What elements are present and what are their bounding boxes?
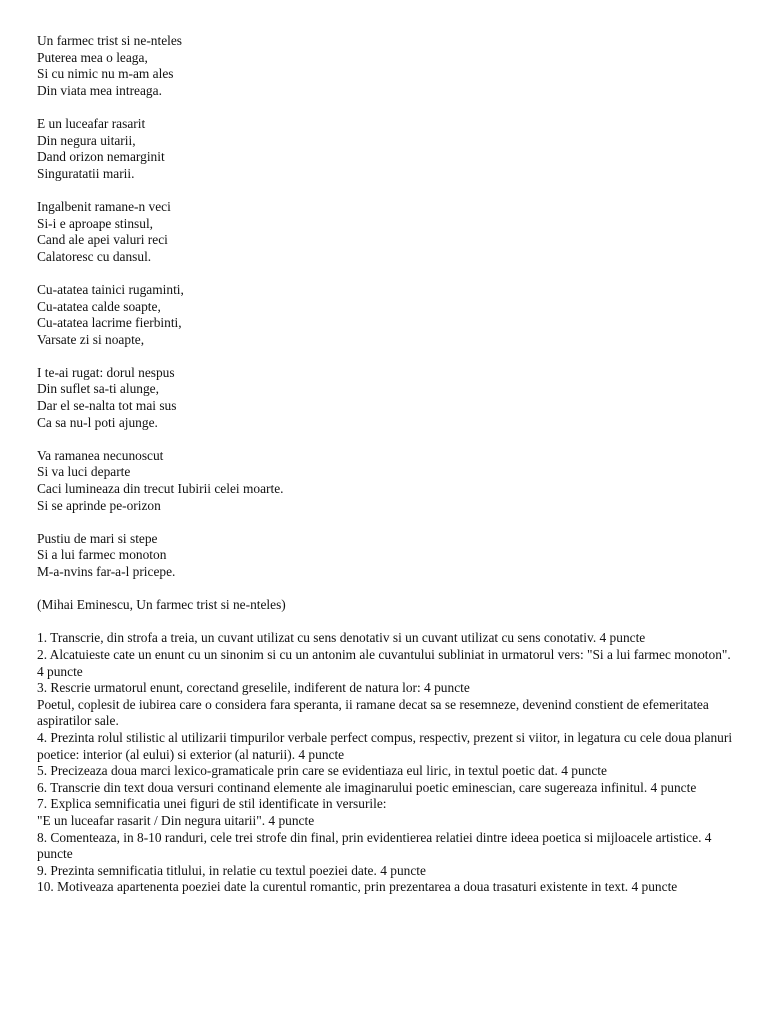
- document-page: [37, 33, 737, 896]
- question-item: 7. Explica semnificatia unei figuri de stil identificate in versurile:: [37, 796, 387, 812]
- question-item: Poetul, coplesit de iubirea care o considera fara speranta, ii ramane decat sa se resemneze, devenind constient de efemeritatea aspiratilor sale.: [37, 696, 709, 729]
- question-item: 3. Rescrie urmatorul enunt, corectand greselile, indiferent de natura lor: 4 puncte: [37, 680, 470, 696]
- poem-line: M-a-nvins far-a-l pricepe.: [37, 564, 176, 579]
- question-item: 10. Motiveaza apartenenta poeziei date la curentul romantic, prin prezentarea a doua trasaturi existente in text. 4 puncte: [37, 879, 678, 895]
- poem-stanza: [37, 448, 737, 514]
- poem-line: Si va luci departe: [37, 464, 131, 480]
- poem-line: Cand ale apei valuri reci: [37, 232, 168, 248]
- poem-line: E un luceafar rasarit: [37, 115, 146, 131]
- poem-line: Din suflet sa-ti alunge,: [37, 381, 159, 397]
- poem-line: Dar el se-nalta tot mai sus: [37, 398, 177, 414]
- question-item: 8. Comenteaza, in 8-10 randuri, cele trei strofe din final, prin evidentierea relatiei dintre ideea poetica si mijloacele artistice. 4 puncte: [37, 829, 712, 862]
- question-item: 2. Alcatuieste cate un enunt cu un sinonim si cu un antonim ale cuvantului subliniat in urmatorul vers: "Si a lui farmec monoton". 4 puncte: [37, 646, 731, 679]
- poem-line: Cu-atatea lacrime fierbinti,: [37, 315, 182, 331]
- poem-line: Cu-atatea tainici rugaminti,: [37, 281, 184, 297]
- poem-line: Ingalbenit ramane-n veci: [37, 198, 171, 214]
- poem-line: Dand orizon nemarginit: [37, 149, 165, 165]
- question-item: 6. Transcrie din text doua versuri continand elemente ale imaginarului poetic eminescian, care sugereaza infinitul. 4 puncte: [37, 779, 697, 795]
- poem-line: Varsate zi si noapte,: [37, 331, 145, 347]
- poem-line: Si a lui farmec monoton: [37, 547, 167, 563]
- poem-line: Din negura uitarii,: [37, 132, 136, 148]
- poem-stanza: [37, 365, 737, 431]
- poem-line: Pustiu de mari si stepe: [37, 530, 158, 546]
- poem-citation: (Mihai Eminescu, Un farmec trist si ne-nteles): [37, 597, 286, 613]
- question-item: 1. Transcrie, din strofa a treia, un cuvant utilizat cu sens denotativ si un cuvant utilizat cu sens conotativ. 4 puncte: [37, 630, 646, 646]
- poem-line: Din viata mea intreaga.: [37, 82, 162, 98]
- question-item: "E un luceafar rasarit / Din negura uitarii". 4 puncte: [37, 812, 315, 828]
- poem-stanza: [37, 116, 737, 182]
- poem-stanza: [37, 199, 737, 265]
- poem-stanza: [37, 282, 737, 348]
- poem-line: Si-i e aproape stinsul,: [37, 215, 154, 231]
- poem-line: Singuratatii marii.: [37, 165, 135, 181]
- poem-line: Cu-atatea calde soapte,: [37, 298, 161, 314]
- poem-line: I te-ai rugat: dorul nespus: [37, 364, 175, 380]
- poem-stanza: [37, 33, 737, 99]
- poem-line: Va ramanea necunoscut: [37, 447, 164, 463]
- poem-line: Ca sa nu-l poti ajunge.: [37, 414, 158, 430]
- poem-line: Si se aprinde pe-orizon: [37, 497, 161, 513]
- question-item: 9. Prezinta semnificatia titlului, in relatie cu textul poeziei date. 4 puncte: [37, 862, 426, 878]
- poem-line: Puterea mea o leaga,: [37, 49, 148, 65]
- poem-line: Caci lumineaza din trecut Iubirii celei moarte.: [37, 481, 284, 497]
- poem-line: Un farmec trist si ne-nteles: [37, 33, 183, 48]
- poem-line: Si cu nimic nu m-am ales: [37, 66, 174, 82]
- poem: [37, 33, 737, 581]
- question-list: [37, 630, 737, 896]
- poem-stanza: [37, 531, 737, 581]
- question-item: 5. Precizeaza doua marci lexico-gramaticale prin care se evidentiaza eul liric, in textul poetic dat. 4 puncte: [37, 763, 607, 779]
- question-item: 4. Prezinta rolul stilistic al utilizarii timpurilor verbale perfect compus, respectiv, prezent si viitor, in legatura cu cele doua planuri poetice: interior (al eului) si exterior (al naturii). 4 puncte: [37, 729, 733, 762]
- poem-line: Calatoresc cu dansul.: [37, 248, 152, 264]
